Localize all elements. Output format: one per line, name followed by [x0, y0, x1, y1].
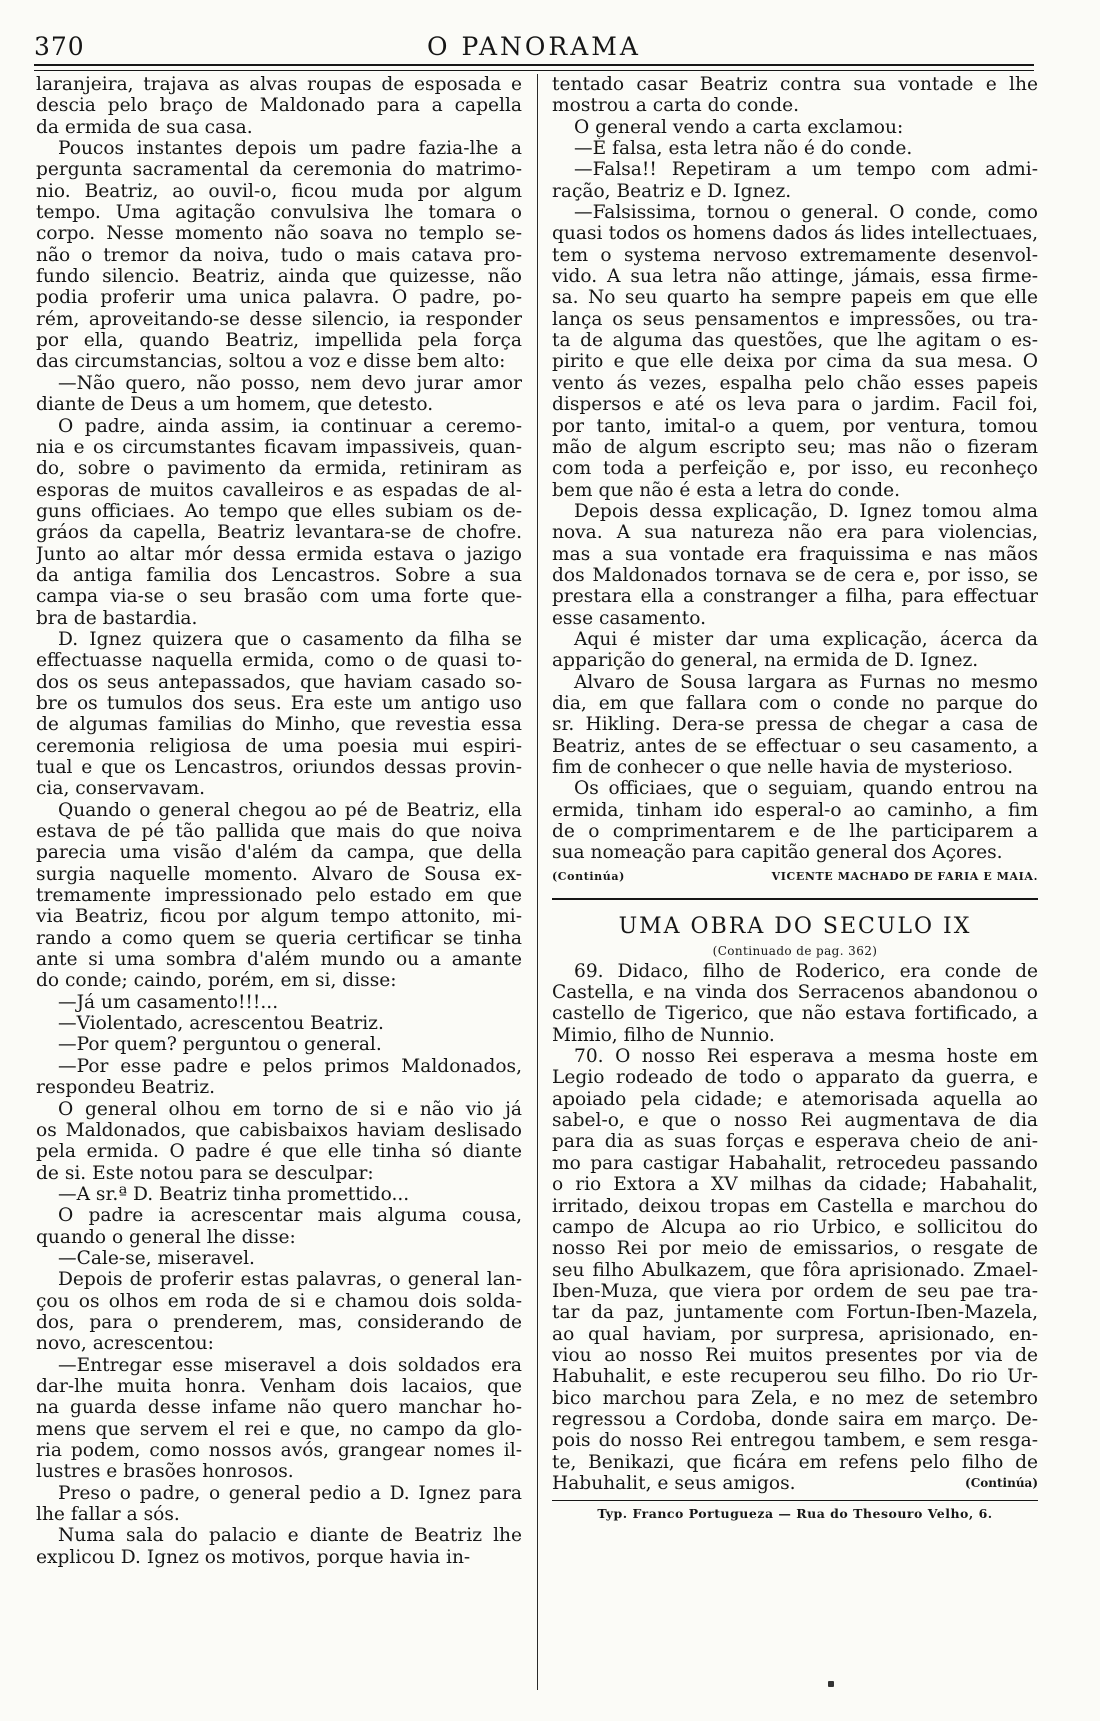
story-continuation: [552, 74, 1038, 864]
text-line: Mimio, filho de Nunnio.: [552, 1024, 775, 1046]
text-line: —Entregar esse miseravel a dois soldados era: [58, 1354, 522, 1376]
text-line: de o comprimentarem e de lhe participarem a: [552, 821, 1038, 843]
text-line: para dia as suas forças e esperava cheio de ani-: [552, 1131, 1038, 1153]
section-continua-label: (Continúa): [965, 1475, 1038, 1490]
text-line: seu filho Abulkazem, que fôra aprisionado. Zmael-: [552, 1259, 1038, 1281]
text-line: ao qual haviam, por surpresa, aprisionado, en-: [552, 1323, 1038, 1345]
text-line: do, sobre o pavimento da ermida, retiniram as: [36, 458, 522, 480]
text-line: regressou a Cordoba, donde saira em março. De-: [552, 1408, 1038, 1430]
text-line: bico marchou para Zela, e no mez de setembro: [552, 1387, 1038, 1409]
text-line: [552, 1473, 1038, 1494]
story-signature: [552, 868, 1038, 886]
text-line: via Beatriz, ficou por algum tempo attonito, mi-: [36, 906, 522, 928]
text-line: de si. Este notou para se desculpar:: [36, 1162, 374, 1184]
text-line: campa via-se o seu brasão com uma forte que-: [36, 586, 522, 608]
text-line: quasi todos os homens dados ás lides intellectuaes,: [552, 223, 1038, 245]
left-column: [36, 74, 522, 1568]
text-line: gráos da capella, Beatriz levantara-se de chofre.: [36, 522, 522, 544]
text-line: podia proferir uma unica palavra. O padre, po-: [36, 287, 522, 309]
section-title: UMA OBRA DO SECULO IX: [618, 913, 972, 939]
text-line: nia e os circumstantes ficavam impassiveis, quan-: [36, 436, 522, 458]
bottom-rule: [552, 1500, 1038, 1501]
text-line: pergunta sacramental da ceremonia do matrimo-: [36, 159, 522, 181]
column-divider: [537, 74, 538, 1690]
text-line: laranjeira, trajava as alvas roupas de esposada e: [36, 74, 522, 95]
text-line: novo, acrescentou:: [36, 1333, 214, 1355]
masthead: O PANORAMA: [427, 32, 641, 61]
header-rule: [34, 64, 1034, 71]
text-line: rando a como quem se queria certificar se tinha: [36, 927, 522, 949]
text-line: Depois de proferir estas palavras, o general lan-: [58, 1269, 522, 1291]
text-line: —Já um casamento!!!...: [58, 991, 279, 1013]
text-line: Poucos instantes depois um padre fazia-lhe a: [58, 138, 522, 160]
text-line: bra de bastardia.: [36, 607, 198, 629]
text-line: da ermida de sua casa.: [36, 116, 253, 138]
text-line: parecia uma visão d'além da campa, que della: [36, 842, 522, 864]
text-line: pois do nosso Rei entregou tambem, e sem resga-: [552, 1430, 1038, 1452]
text-line: os Maldonados, que cabisbaixos haviam deslisado: [36, 1119, 522, 1141]
text-line: O padre, ainda assim, ia continuar a ceremo-: [58, 415, 522, 437]
text-line: fim de conhecer o que nelle havia de mysterioso.: [552, 757, 1014, 778]
text-line: ração, Beatriz e D. Ignez.: [552, 180, 792, 202]
text-line: por ella, quando Beatriz, impellida pela força: [36, 330, 522, 352]
text-line: Preso o padre, o general pedio a D. Ignez para: [58, 1482, 522, 1504]
text-line: tar da paz, juntamente com Fortun-Iben-Mazela,: [552, 1302, 1038, 1324]
text-line: dar-lhe muita honra. Venham dois lacaios, que: [36, 1375, 522, 1397]
text-line: çou os olhos em roda de si e chamou dois solda-: [36, 1290, 522, 1312]
text-line: —A sr.ª D. Beatriz tinha promettido...: [58, 1183, 410, 1205]
text-line: te, Benikazi, que ficára em refens pelo filho de: [552, 1451, 1038, 1473]
text-line: Quando o general chegou ao pé de Beatriz, ella: [58, 799, 522, 821]
text-line: Legio rodeado de todo o apparato da guerra, e: [552, 1067, 1038, 1089]
text-line: —Por esse padre e pelos primos Maldonados,: [58, 1055, 522, 1077]
text-line: mo para castigar Habahalit, retrocedeu passando: [552, 1152, 1038, 1174]
text-line: esse casamento.: [552, 607, 706, 629]
section-rule: [552, 898, 1038, 903]
text-line: Junto ao altar mór dessa ermida estava o jazigo: [36, 543, 522, 565]
text-line: pela ermida. O padre é que elle tinha só diante: [36, 1141, 522, 1163]
text-line: tual e que os Lencastros, oriundos dessas provin-: [36, 757, 522, 778]
text-line: viou ao nosso Rei muitos presentes por via de: [552, 1344, 1038, 1366]
text-line: bre os tumulos dos seus. Era este um antigo uso: [36, 692, 522, 714]
text-line: D. Ignez quizera que o casamento da filha se: [58, 628, 522, 650]
text-line: O general olhou em torno de si e não vio já: [58, 1098, 522, 1120]
right-column: [552, 74, 1038, 1523]
text-line: Iben-Muza, que viera por ordem de seu pae tra-: [552, 1280, 1038, 1302]
text-line: dos os seus antepassados, que haviam casado so-: [36, 671, 522, 693]
text-line: nova. A sua natureza não era para violencias,: [552, 522, 1038, 544]
text-line: ceremonia religiosa de uma poesia mui espiri-: [36, 735, 522, 757]
page-number: 370: [34, 32, 85, 61]
text-line: o rio Extora a XV milhas da cidade; Habahalit,: [552, 1174, 1038, 1196]
text-line: effectuasse naquella ermida, como o de quasi to-: [36, 650, 522, 672]
text-line: tremamente impressionado pelo estado em que: [36, 885, 522, 907]
text-line: campo de Alcupa ao rio Urbico, e sollicitou do: [552, 1216, 1038, 1238]
text-line: do conde; caindo, porém, em si, disse:: [36, 970, 397, 992]
text-line: sa. No seu quarto ha sempre papeis em que elle: [552, 287, 1038, 309]
story-continua-label: (Continúa): [552, 870, 625, 884]
text-line: Os officiaes, que o seguiam, quando entrou na: [574, 778, 1038, 800]
text-line: Alvaro de Sousa largara as Furnas no mesmo: [574, 671, 1038, 693]
text-line: 69. Didaco, filho de Roderico, era conde de: [574, 960, 1038, 982]
text-line: 70. O nosso Rei esperava a mesma hoste em: [574, 1046, 1038, 1068]
text-line: dos, para o prenderem, mas, considerando de: [36, 1311, 522, 1333]
text-line: pirito e que elle deixa por cima da sua mesa. O: [552, 351, 1038, 373]
text-line: apparição do general, na ermida de D. Ignez.: [552, 650, 979, 672]
text-line: O general vendo a carta exclamou:: [574, 116, 904, 138]
printer-imprint: Typ. Franco Portugueza — Rua do Thesouro Velho, 6.: [597, 1506, 993, 1522]
text-line: dia, em que fallara com o conde no parque do: [552, 692, 1038, 714]
text-line: apoiado pela cidade; e atemorisada aquella ao: [552, 1088, 1038, 1110]
text-line: das circumstancias, soltou a voz e disse bem alto:: [36, 351, 506, 373]
text-line: não o tremor da noiva, tudo o mais catava pro-: [36, 244, 522, 266]
text-line: tem o systema nervoso extremamente desenvol-: [552, 244, 1038, 266]
text-line: sabel-o, e que o nosso Rei augmentava de dia: [552, 1110, 1038, 1132]
text-line: Numa sala do palacio e diante de Beatriz lhe: [58, 1525, 522, 1547]
text-line: rém, aproveitando-se desse silencio, ia responder: [36, 308, 522, 330]
text-line: sua nomeação para capitão general dos Açores.: [552, 842, 1003, 864]
text-line: guns officiaes. Ao tempo que elles subiam os de-: [36, 500, 522, 522]
text-line: mens que servem el rei e que, no campo da glo-: [36, 1418, 522, 1440]
text-line: —Cale-se, miseravel.: [58, 1247, 255, 1269]
text-line: vido. A sua letra não attinge, jámais, essa firme-: [552, 266, 1038, 288]
text-line: surgia naquelle momento. Alvaro de Sousa ex-: [36, 863, 522, 885]
text-line: Beatriz, antes de se effectuar o seu casamento, a: [552, 735, 1038, 757]
text-line: vento ás vezes, espalha pelo chão esses papeis: [552, 372, 1038, 394]
text-line: —Falsissima, tornou o general. O conde, como: [574, 202, 1038, 224]
text-line: Aqui é mister dar uma explicação, ácerca da: [574, 628, 1038, 650]
text-line: esporas de muitos cavalleiros e as espadas de al-: [36, 479, 522, 501]
section-last-line-text: Habuhalit, e seus amigos.: [552, 1472, 796, 1494]
text-line: quando o general lhe disse:: [36, 1226, 296, 1248]
text-line: tentado casar Beatriz contra sua vontade e lhe: [552, 74, 1038, 95]
text-line: ta de alguma das questões, que lhe agitam o es-: [552, 330, 1038, 352]
text-line: Castella, e na vinda dos Serracenos abandonou o: [552, 982, 1038, 1004]
text-line: ria podem, como nossos avós, grangear nomes il-: [36, 1440, 522, 1461]
section-subtitle: (Continuado de pag. 362): [712, 943, 878, 958]
page-header: [34, 26, 1034, 62]
text-line: respondeu Beatriz.: [36, 1077, 216, 1099]
text-line: —Não quero, não posso, nem devo jurar amor: [58, 372, 522, 394]
ink-mark: [828, 1681, 834, 1687]
text-line: Habuhalit, e este recuperou seu filho. Do rio Ur-: [552, 1366, 1038, 1388]
text-line: O padre ia acrescentar mais alguma cousa,: [58, 1205, 522, 1227]
text-line: com toda a perfeição e, por isso, eu reconheço: [552, 458, 1038, 480]
text-line: sr. Hikling. Dera-se pressa de chegar a casa de: [552, 714, 1038, 736]
text-line: da antiga familia dos Lencastros. Sobre a sua: [36, 564, 522, 586]
text-line: castello de Tigerico, que não estava fortificado, a: [552, 1003, 1038, 1025]
text-line: nio. Beatriz, ao ouvil-o, ficou muda por algum: [36, 180, 522, 202]
text-line: —Por quem? perguntou o general.: [58, 1034, 382, 1056]
text-line: fundo silencio. Beatriz, ainda que quizesse, não: [36, 266, 522, 288]
text-line: Depois dessa explicação, D. Ignez tomou alma: [574, 500, 1038, 522]
text-line: mas a sua vontade era fraquissima e nas mãos: [552, 543, 1038, 565]
text-line: cia, conservavam.: [36, 778, 206, 800]
text-line: na guarda desse infame não quero manchar ho-: [36, 1397, 522, 1419]
text-line: explicou D. Ignez os motivos, porque havia in-: [36, 1546, 471, 1568]
text-line: irritado, deixou tropas em Castella e marchou do: [552, 1195, 1038, 1217]
text-line: lustres e brasões honrosos.: [36, 1461, 294, 1483]
text-line: prestara ella a constranger a filha, para effectuar: [552, 586, 1038, 608]
text-line: de algumas familias do Minho, que revestia essa: [36, 714, 522, 736]
section-body: [552, 961, 1038, 1495]
text-line: por tanto, imital-o a quem, por ventura, tomou: [552, 415, 1038, 437]
text-line: —Falsa!! Repetiram a um tempo com admi-: [574, 159, 1038, 181]
text-line: lhe fallar a sós.: [36, 1504, 180, 1526]
text-line: nosso Rei por meio de emissarios, o resgate de: [552, 1238, 1038, 1260]
text-line: estava de pé tão pallida que mais do que noiva: [36, 821, 522, 843]
text-line: lança os seus pensamentos e impressões, ou tra-: [552, 308, 1038, 330]
text-line: corpo. Nesse momento não soava no templo se-: [36, 223, 522, 245]
text-line: descia pelo braço de Maldonado para a capella: [36, 95, 522, 117]
text-line: tempo. Uma agitação convulsiva lhe tomara o: [36, 202, 522, 224]
text-line: diante de Deus a um homem, que detesto.: [36, 394, 434, 416]
text-line: dispersos e até os leva para o jardim. Facil foi,: [552, 394, 1038, 416]
text-line: —Violentado, acrescentou Beatriz.: [58, 1013, 384, 1035]
text-line: bem que não é esta a letra do conde.: [552, 479, 901, 501]
text-line: ante si uma sombra d'além mundo ou a amante: [36, 949, 522, 971]
text-line: —É falsa, esta letra não é do conde.: [574, 138, 913, 160]
text-line: ermida, tinham ido esperal-o ao caminho, a fim: [552, 799, 1038, 821]
text-line: dos Maldonados tornava se de cera e, por isso, se: [552, 564, 1038, 586]
text-line: mostrou a carta do conde.: [552, 95, 800, 117]
text-line: mão de algum escripto seu; mas não o fizeram: [552, 436, 1038, 458]
story-author: VICENTE MACHADO DE FARIA E MAIA.: [771, 870, 1038, 884]
